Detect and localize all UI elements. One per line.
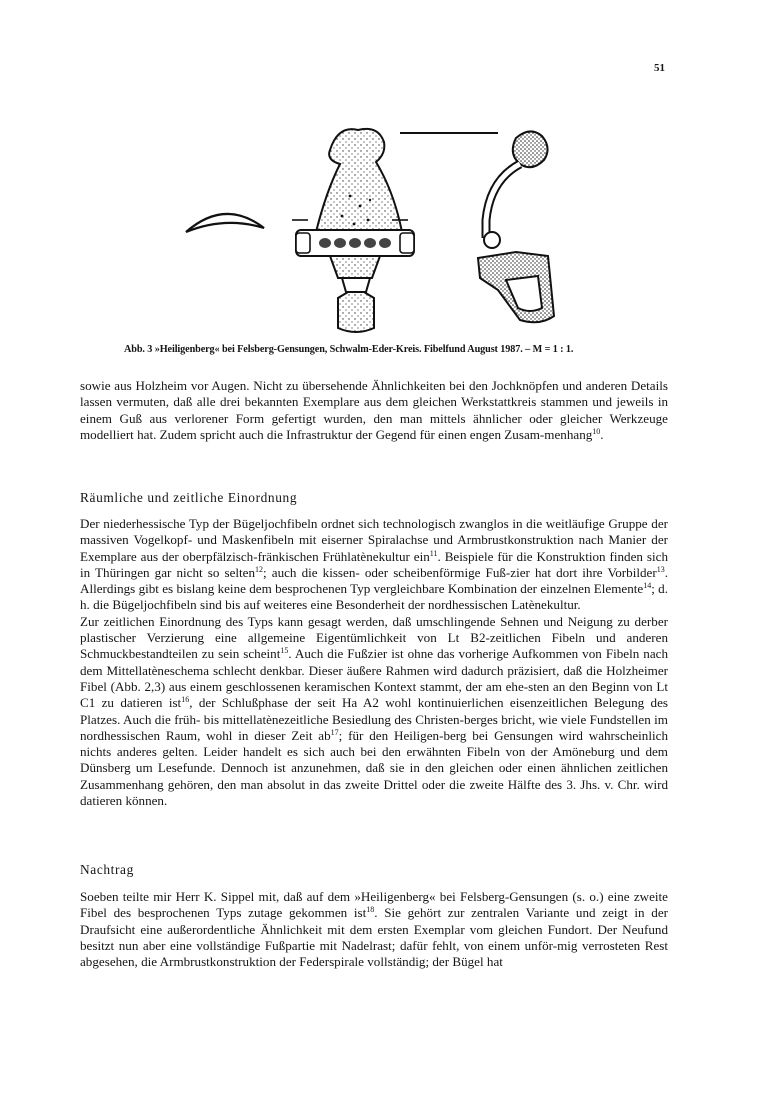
footnote-ref: 16 [181, 695, 190, 705]
side-view-drawing [478, 131, 554, 322]
footnote-ref: 14 [643, 581, 652, 591]
footnote-ref: 10 [592, 426, 601, 436]
footnote-ref: 15 [280, 646, 289, 656]
footnote-ref: 12 [255, 564, 264, 574]
footnote-ref: 18 [366, 905, 375, 915]
paragraph-intro: sowie aus Holzheim vor Augen. Nicht zu übersehende Ähnlichkeiten bei den Jochknöpfen und anderen Details lassen vermuten, daß alle drei bekannten Exemplare aus dem gleichen Werkstattkreis stammen und jeweils in einem Guß aus verlorener Form gefertigt wurden, den man mittels ähnlicher oder gleicher Werkzeuge modelliert hat. Zudem spricht auch die Infrastruktur der Gegend für einen engen Zusam-menhang$^{10}$. [80, 378, 668, 442]
footnote-ref: 13 [656, 564, 665, 574]
footnote-ref: 11 [429, 548, 438, 558]
fibula-illustration [180, 120, 580, 340]
section-heading-nachtrag: Nachtrag [80, 862, 134, 877]
section-1-paragraph-1: Der niederhessische Typ der Bügeljochfibeln ordnet sich technologisch zwanglos in die weitläufige Gruppe der massiven Vogelkopf- und Maskenfibeln mit eiserner Spiralachse und Armbrustkonstruktion nach Manier der Exemplare aus der oberpfälzisch-fränkischen Frühlatènekultur ein$^{11}$. Beispiele für die Konstruktion finden sich in Thüringen gar nicht so selten$^{12}$; auch die kissen- oder scheibenförmige Fuß-zier hat dort ihre Vorbilder$^{13}$. Allerdings gibt es bislang keine dem besprochenen Typ vergleichbare Kombination der einzelnen Elemente$^{14}$; d. h. die Bügeljochfibeln sind bis auf weiteres eine Besonderheit der nordhessischen Latènekultur. [80, 516, 668, 613]
cross-section-drawing [186, 214, 264, 232]
figure-caption: Abb. 3 »Heiligenberg« bei Felsberg-Gensungen, Schwalm-Eder-Kreis. Fibelfund August 1987. – M = 1 : 1. [124, 344, 574, 355]
footnote-ref: 17 [330, 727, 339, 737]
top-view-drawing [296, 129, 414, 332]
figure-fibula-drawings [180, 120, 580, 340]
section-1-body [80, 516, 668, 809]
page-number: 51 [654, 62, 665, 74]
section-heading: Räumliche und zeitliche Einordnung [80, 490, 298, 505]
section-1-paragraph-2: Zur zeitlichen Einordnung des Typs kann gesagt werden, daß umschlingende Sehnen und Neigung zu derber plastischer Verzierung eine allgemeine Eigentümlichkeit von Lt B2-zeitlichen Fibeln und anderen Schmuckbestandteilen zu sein scheint$^{15}$. Auch die Fußzier ist ohne das vorherige Aufkommen von Fibeln nach dem Mittellatèneschema schlecht denkbar. Dieser äußere Rahmen wird dadurch präzisiert, daß die Holzheimer Fibel (Abb. 2,3) aus einem geschlossenen keramischen Kontext stammt, der am ehe-sten an den Beginn von Lt C1 zu datieren ist$^{16}$, der Schlußphase der seit Ha A2 wohl kontinuierlichen eisenzeitlichen Belegung des Platzes. Auch die früh- bis mittellatènezeitliche Besiedlung des Christen-berges bricht, wie viele Fundstellen im nordhessischen Raum, wohl in dieser Zeit $ab^{17}$; für den Heiligen-berg bei Gensungen wird wahrscheinlich nichts anderes gelten. Leider handelt es sich auch bei den erwähnten Fibeln von der Amöneburg und dem Dünsberg um Lesefunde. Dennoch ist anzunehmen, daß sie in den gleichen oder einen ähnlichen zeitlichen Zusammenhang gehören, den man absolut in das zweite Drittel oder die zweite Hälfte des 3. Jhs. v. Chr. wird datieren können. [80, 613, 668, 809]
section-2-body: Soeben teilte mir Herr K. Sippel mit, daß auf dem »Heiligenberg« bei Felsberg-Gensungen (s. o.) eine zweite Fibel des besprochenen Typs zutage gekommen ist$^{18}$. Sie gehört zur zentralen Variante und zeigt in der Draufsicht eine außerordentliche Ähnlichkeit mit dem ersten Exemplar vom gleichen Fundort. Der Neufund besitzt nun aber eine vollständige Fußpartie mit Nadelrast; dafür fehlt, von einem unför-mig verrosteten Rest abgesehen, die Armbrustkonstruktion der Federspirale vollständig; der Bügel hat [80, 889, 668, 970]
